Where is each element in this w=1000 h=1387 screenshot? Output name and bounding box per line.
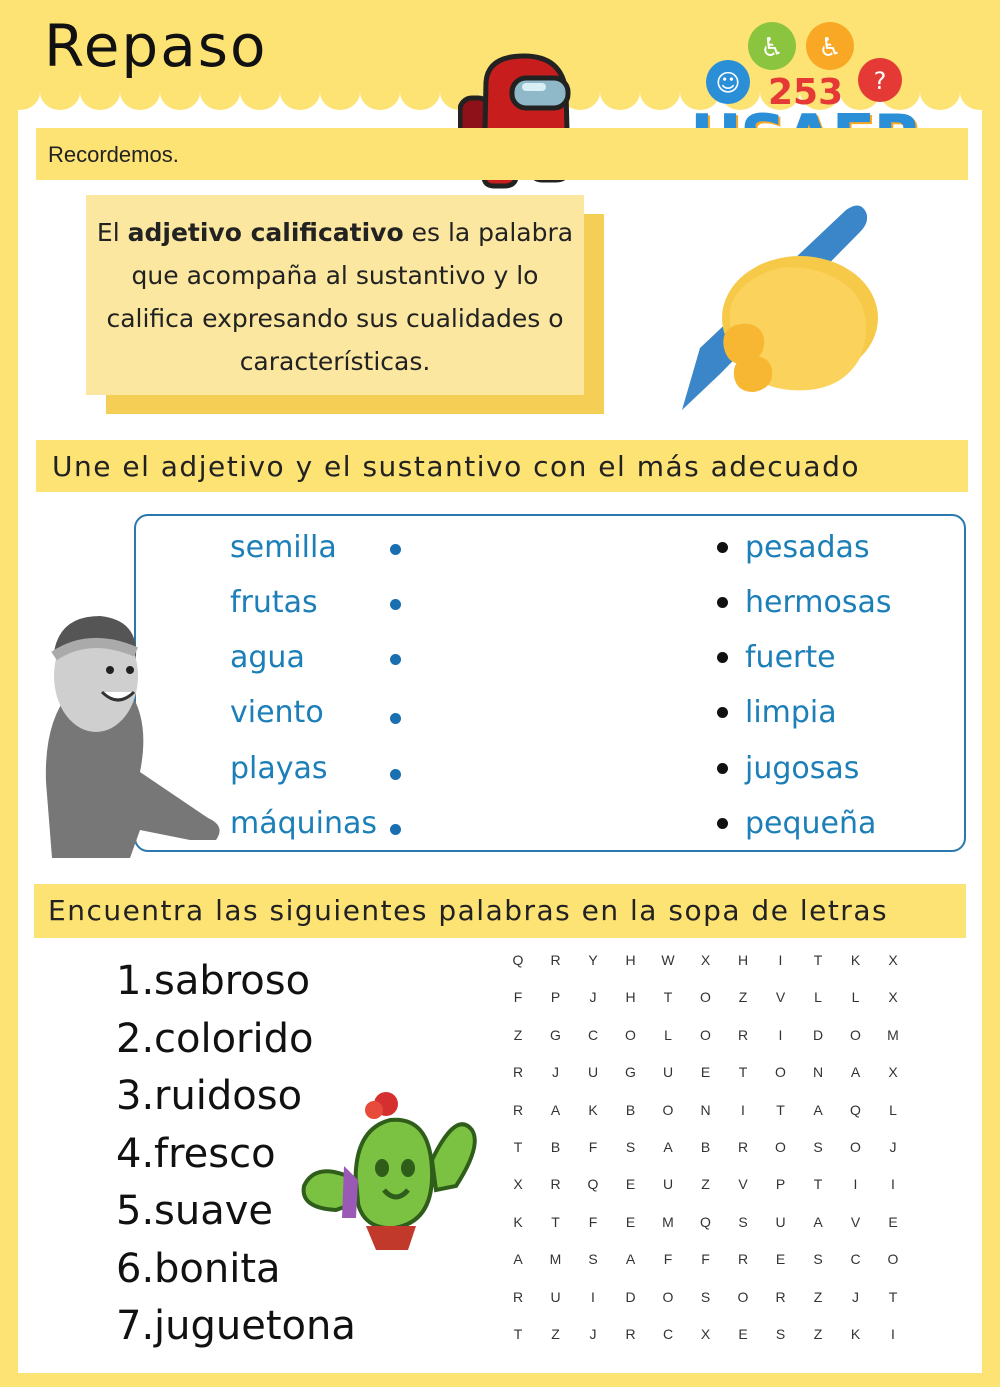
word-text: ruidoso [154,1073,303,1119]
grid-letter[interactable]: X [700,952,711,968]
recordemos-label: Recordemos. [48,142,179,167]
grid-letter[interactable]: T [513,1326,523,1342]
grid-letter[interactable]: Z [513,1026,523,1043]
grid-letter[interactable]: Y [588,952,598,968]
grid-letter[interactable]: O [625,1026,636,1043]
grid-letter[interactable]: E [888,1213,898,1230]
word-list-item [116,1246,281,1292]
grid-letter[interactable]: Z [738,989,748,1006]
grid-letter[interactable]: F [588,1213,598,1230]
word-text: sabroso [154,958,311,1004]
noun-dot[interactable] [390,544,401,555]
recordemos-band [36,128,968,180]
adjective-word[interactable]: fuerte [745,640,836,675]
grid-letter[interactable]: V [850,1213,861,1230]
grid-letter[interactable]: E [625,1176,636,1193]
grid-letter[interactable]: X [888,989,898,1006]
grid-letter[interactable]: B [700,1139,711,1155]
grid-letter[interactable]: J [852,1288,859,1305]
grid-letter[interactable]: J [589,1326,597,1342]
grid-letter[interactable]: I [778,952,783,968]
grid-letter[interactable]: S [738,1213,748,1230]
grid-letter[interactable]: C [587,1026,599,1043]
adjective-dot[interactable] [717,542,728,553]
grid-letter[interactable]: W [661,952,675,968]
grid-letter[interactable]: T [888,1288,898,1305]
grid-letter[interactable]: K [588,1101,598,1118]
word-list-item [116,1073,302,1119]
grid-letter[interactable]: K [513,1213,523,1230]
grid-letter[interactable]: Z [813,1288,823,1305]
grid-letter[interactable]: F [701,1251,710,1268]
word-number: 5. [116,1188,155,1234]
grid-letter[interactable]: L [664,1026,672,1043]
grid-letter[interactable]: V [775,989,786,1006]
grid-letter[interactable]: Q [512,952,524,968]
grid-letter[interactable]: O [700,1026,711,1043]
grid-letter[interactable]: R [550,1176,561,1193]
svg-text:♿: ♿ [818,33,842,63]
grid-letter[interactable]: T [551,1213,560,1230]
grid-letter[interactable]: Q [850,1101,861,1118]
grid-letter[interactable]: P [550,989,561,1006]
grid-letter[interactable]: A [625,1251,636,1268]
matching-band [36,440,968,492]
grid-letter[interactable]: O [662,1288,674,1305]
grid-letter[interactable]: S [813,1139,823,1155]
logo-number: 253 [768,72,844,113]
grid-letter[interactable]: T [738,1064,748,1081]
grid-letter[interactable]: S [813,1251,823,1268]
grid-letter[interactable]: H [737,952,749,968]
adjective-word[interactable]: pequeña [745,806,877,841]
grid-letter[interactable]: Q [587,1176,599,1193]
grid-letter[interactable]: A [813,1213,823,1230]
grid-letter[interactable]: R [512,1288,524,1305]
noun-dot[interactable] [390,713,401,724]
grid-letter[interactable]: R [512,1064,524,1081]
word-number: 4. [116,1130,155,1177]
grid-letter[interactable]: O [662,1101,674,1118]
grid-letter[interactable]: O [887,1251,899,1268]
grid-letter[interactable]: O [775,1064,786,1081]
word-list-item [116,1016,313,1062]
grid-letter[interactable]: G [550,1026,561,1043]
grid-letter[interactable]: T [663,989,673,1006]
grid-letter[interactable]: I [778,1026,783,1043]
definition-box [86,195,584,395]
adjective-word[interactable]: jugosas [745,751,860,786]
grid-letter[interactable]: S [588,1251,598,1268]
adjective-dot[interactable] [717,652,728,663]
grid-letter[interactable]: I [741,1101,745,1118]
grid-letter[interactable]: R [737,1026,749,1043]
noun-word[interactable]: playas [230,751,328,786]
wordsearch-instruction: Encuentra las siguientes palabras en la sopa de letras [48,894,889,927]
grid-letter[interactable]: O [700,989,711,1006]
grid-letter[interactable]: X [700,1326,711,1342]
adjective-dot[interactable] [717,707,728,718]
cactus-character-icon [296,1090,486,1255]
adjective-dot[interactable] [717,763,728,774]
grid-letter[interactable]: M [887,1026,899,1043]
grid-letter[interactable]: J [552,1064,559,1081]
grid-letter[interactable]: R [625,1326,636,1342]
grid-letter[interactable]: G [625,1064,636,1081]
grid-letter[interactable]: H [625,989,636,1006]
wordsearch-band [34,884,966,938]
grid-letter[interactable]: S [775,1326,786,1342]
grid-letter[interactable]: F [663,1251,673,1268]
grid-letter[interactable]: P [775,1176,786,1193]
grid-letter[interactable]: L [814,989,822,1006]
grid-letter[interactable]: A [850,1064,861,1081]
grid-letter[interactable]: E [700,1064,711,1081]
grid-letter[interactable]: H [625,952,636,968]
grid-letter[interactable]: I [891,1176,895,1193]
grid-letter[interactable]: O [850,1026,861,1043]
svg-text:?: ? [873,67,887,95]
grid-letter[interactable]: O [737,1288,749,1305]
grid-letter[interactable]: M [549,1251,562,1268]
noun-word[interactable]: semilla [230,530,337,565]
grid-letter[interactable]: N [812,1064,824,1081]
grid-letter[interactable]: C [850,1251,861,1268]
grid-letter[interactable]: M [662,1213,674,1230]
noun-word[interactable]: frutas [230,585,318,620]
grid-letter[interactable]: D [625,1288,636,1305]
grid-letter[interactable]: Q [700,1213,711,1230]
grid-letter[interactable]: A [550,1101,561,1118]
definition-text: El adjetivo calificativo es la palabra que acompaña al sustantivo y lo califica expresando sus cualidades o características. [96,218,574,376]
grid-letter[interactable]: B [550,1139,561,1155]
noun-dot[interactable] [390,654,401,665]
grid-letter[interactable]: Z [701,1176,710,1193]
grid-letter[interactable]: I [591,1288,595,1305]
grid-letter[interactable]: J [589,989,597,1006]
grid-letter[interactable]: L [851,989,860,1006]
grid-letter[interactable]: J [889,1139,897,1155]
word-list-item [116,1131,276,1177]
grid-letter[interactable]: I [853,1176,858,1193]
definition-term: adjetivo calificativo [127,218,404,247]
word-text: suave [154,1188,273,1234]
noun-word[interactable]: agua [230,640,305,675]
grid-letter[interactable]: U [662,1176,674,1193]
noun-word[interactable]: viento [230,695,324,730]
grid-letter[interactable]: F [513,989,523,1006]
adjective-word[interactable]: hermosas [745,585,892,620]
adjective-dot[interactable] [717,818,728,829]
grid-letter[interactable]: T [813,952,823,968]
grid-letter[interactable]: T [776,1101,785,1118]
grid-letter[interactable]: K [850,952,861,968]
word-list-item [116,1188,273,1234]
grid-letter[interactable]: U [662,1064,674,1081]
grid-letter[interactable]: V [738,1176,748,1193]
noun-dot[interactable] [390,824,401,835]
grid-letter[interactable]: X [513,1176,523,1193]
noun-word[interactable]: máquinas [230,806,378,841]
word-text: fresco [154,1130,276,1177]
grid-letter[interactable]: Z [813,1326,823,1342]
grid-letter[interactable]: R [550,952,561,968]
adjective-word[interactable]: pesadas [745,530,870,565]
grid-letter[interactable]: S [625,1139,636,1155]
grid-letter[interactable]: Z [551,1326,560,1342]
grid-letter[interactable]: R [737,1251,749,1268]
word-number: 2. [116,1015,155,1062]
grid-letter[interactable]: E [738,1326,748,1342]
grid-letter[interactable]: L [889,1101,897,1118]
writing-hand-icon [670,198,890,418]
grid-letter[interactable]: R [775,1288,786,1305]
grid-letter[interactable]: T [513,1139,523,1155]
noun-dot[interactable] [390,599,401,610]
grid-letter[interactable]: F [588,1139,598,1155]
grid-letter[interactable]: U [587,1064,599,1081]
grid-letter[interactable]: R [737,1139,749,1155]
word-text: juguetona [154,1303,356,1349]
grid-letter[interactable]: O [775,1139,786,1155]
grid-letter[interactable]: T [813,1176,823,1193]
grid-letter[interactable]: U [775,1213,786,1230]
word-text: colorido [154,1015,314,1062]
grid-letter[interactable]: A [513,1251,523,1268]
grid-letter[interactable]: B [625,1101,636,1118]
word-list-item [116,1303,356,1349]
grid-letter[interactable]: A [663,1139,673,1155]
grid-letter[interactable]: X [888,952,898,968]
grid-letter[interactable]: A [813,1101,823,1118]
svg-text:☺: ☺ [715,69,741,97]
grid-letter[interactable]: E [775,1251,786,1268]
grid-letter[interactable]: U [550,1288,561,1305]
page-title: Repaso [44,12,268,80]
grid-letter[interactable]: I [891,1326,895,1342]
grid-letter[interactable]: C [662,1326,674,1342]
grid-letter[interactable]: K [850,1326,861,1342]
grid-letter[interactable]: E [625,1213,636,1230]
word-number: 3. [116,1073,155,1119]
adjective-dot[interactable] [717,597,728,608]
grid-letter[interactable]: O [850,1139,861,1155]
matching-instruction: Une el adjetivo y el sustantivo con el más adecuado [52,450,860,483]
word-number: 7. [116,1303,155,1349]
word-number: 1. [116,958,155,1004]
word-text: bonita [154,1245,281,1292]
grid-letter[interactable]: X [888,1064,898,1081]
girl-pointing-icon [40,612,230,862]
adjective-word[interactable]: limpia [745,695,837,730]
grid-letter[interactable]: S [700,1288,711,1305]
grid-letter[interactable]: N [700,1101,711,1118]
word-number: 6. [116,1245,155,1292]
word-list-item [116,958,310,1004]
svg-text:♿: ♿ [760,33,784,63]
grid-letter[interactable]: D [812,1026,824,1043]
noun-dot[interactable] [390,769,401,780]
grid-letter[interactable]: R [512,1101,524,1118]
